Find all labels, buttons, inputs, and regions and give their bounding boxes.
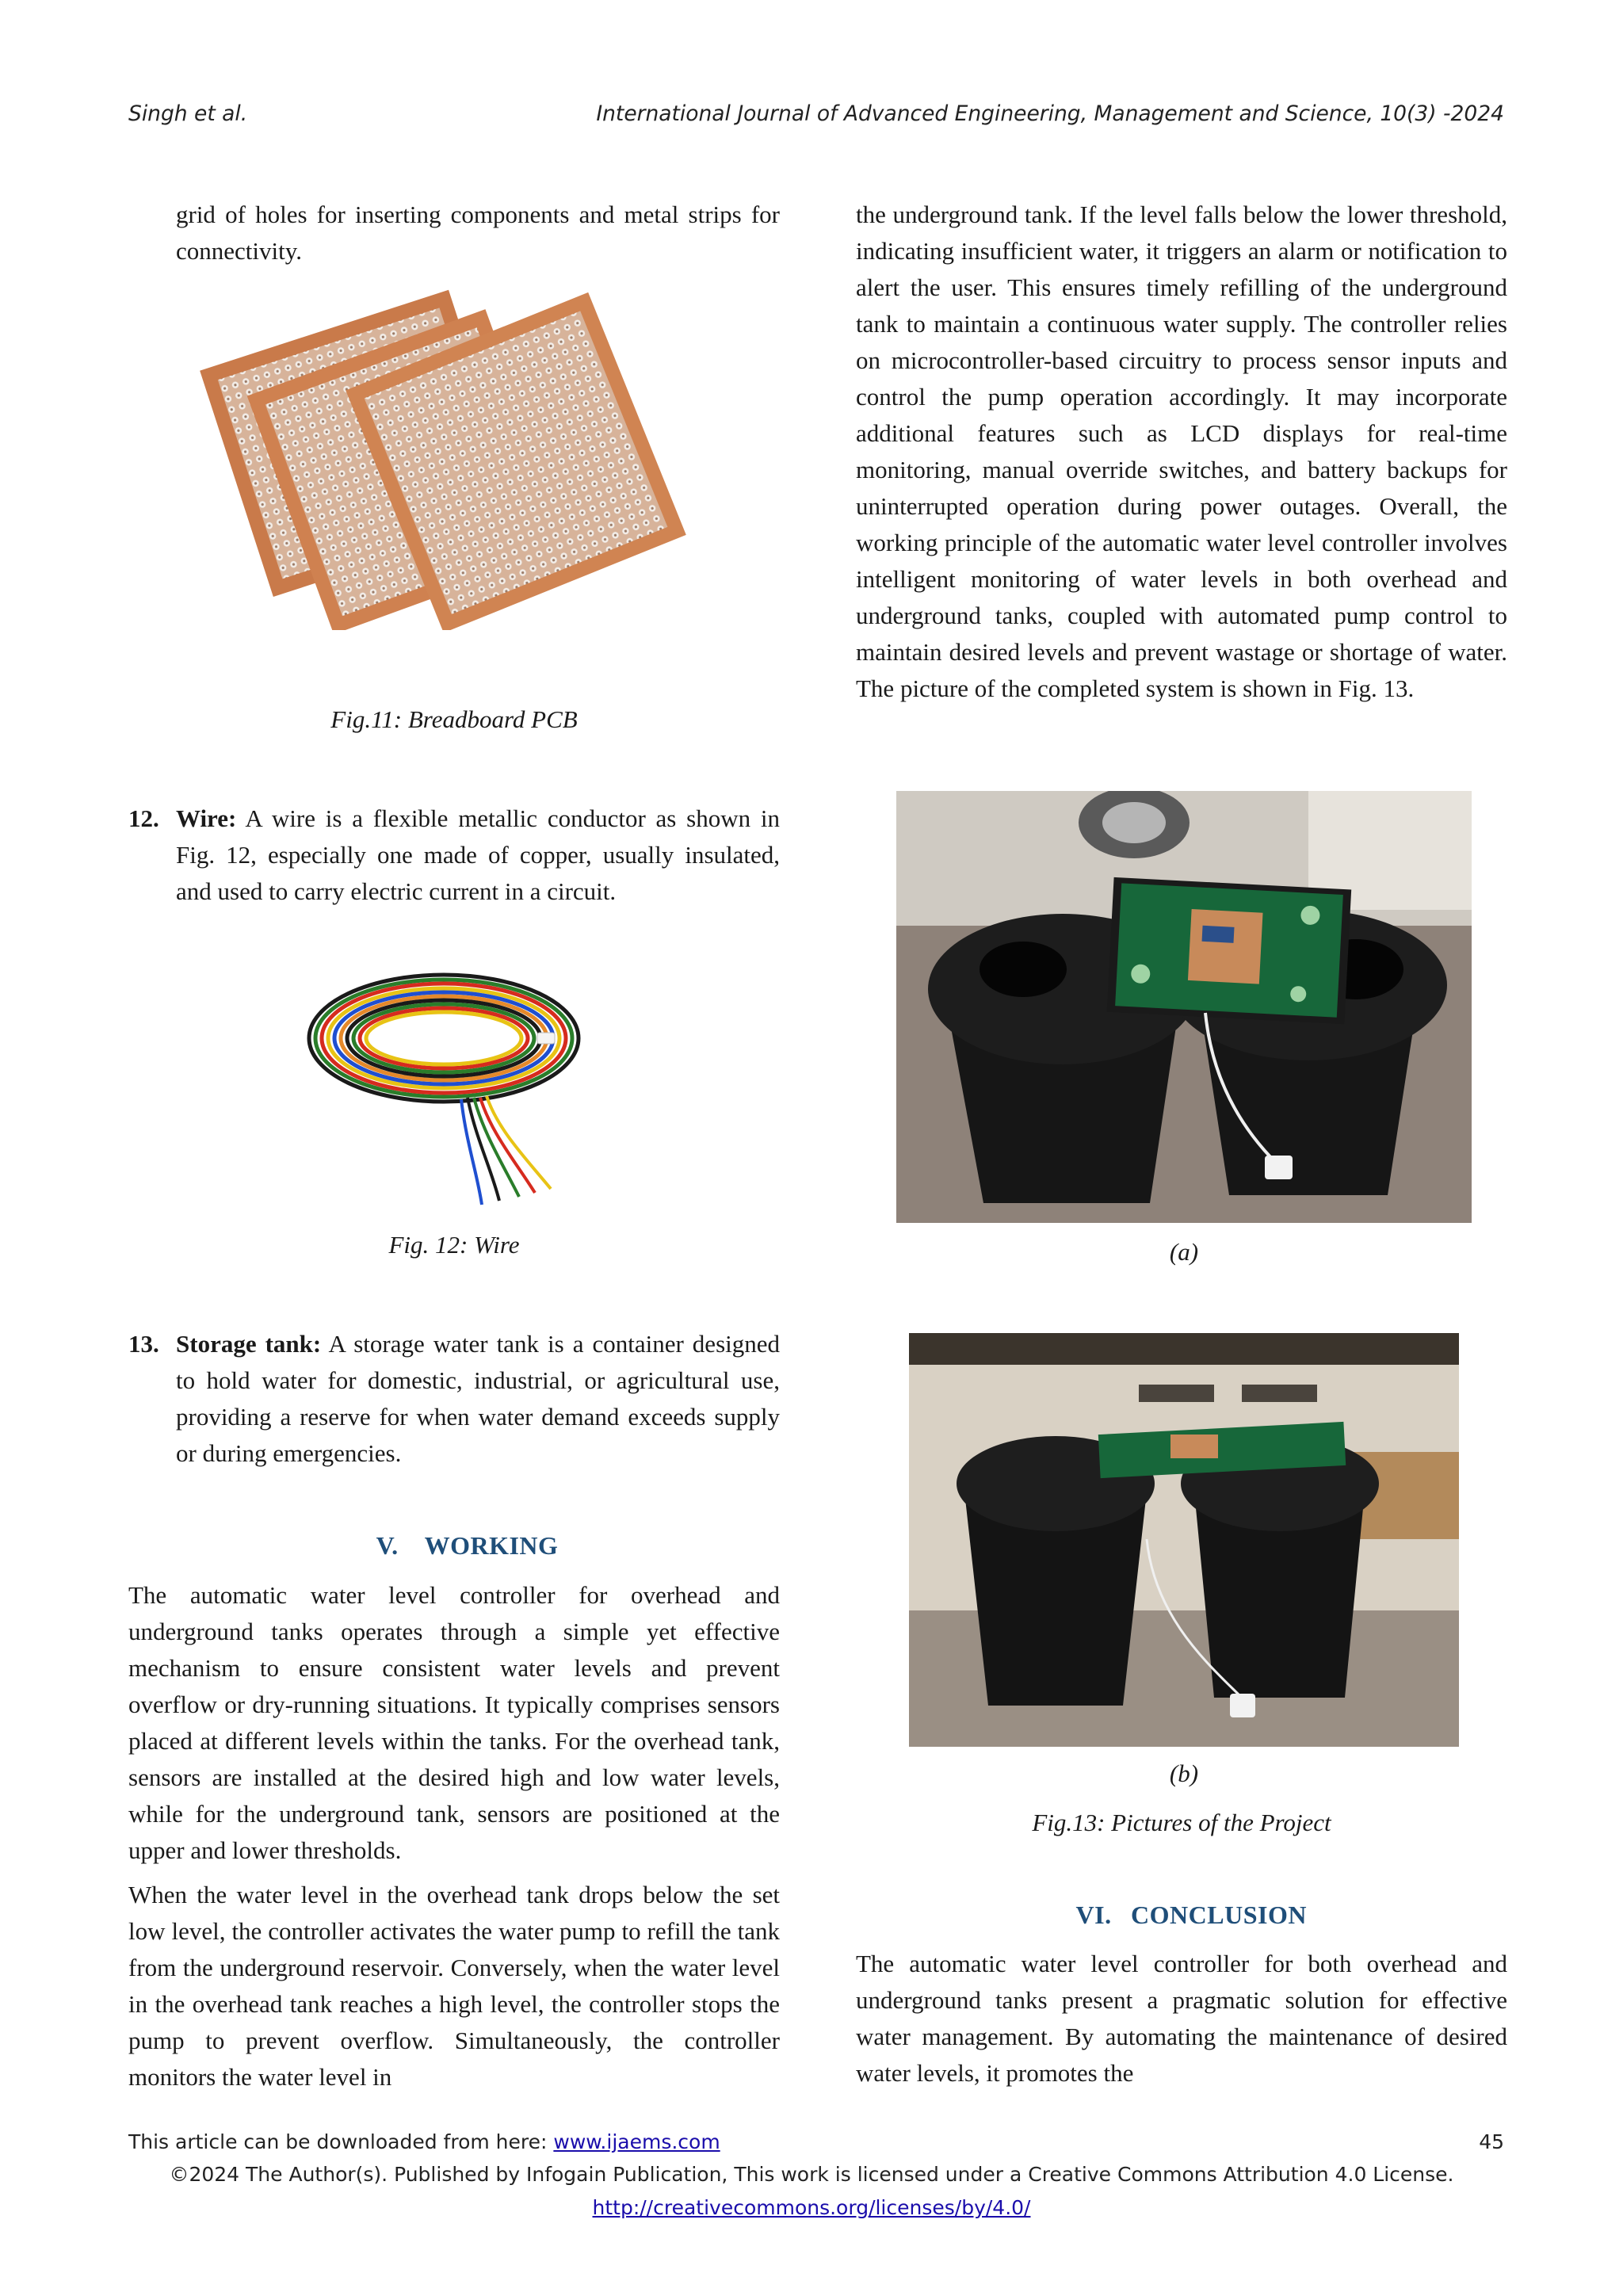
item-number: 12. [128, 804, 159, 832]
project-photo-a [896, 791, 1472, 1223]
fig11-caption: Fig.11: Breadboard PCB [330, 705, 578, 733]
conclusion-body: The automatic water level controller for both overhead and underground tanks present a pragmatic solution for effective water management. By automating the maintenance of desired water levels, it promotes the [856, 1950, 1507, 2087]
item11-continuation: grid of holes for inserting components and metal strips for connectivity. [176, 201, 780, 265]
breadboard-pcb-image [194, 281, 717, 630]
item-text: A storage water tank is a container designed to hold water for domestic, industrial, or agricultural use, providing a reserve for when water demand exceeds supply or during emergencies. [176, 1330, 780, 1467]
fig13-caption: Fig.13: Pictures of the Project [1032, 1809, 1331, 1836]
list-item-12 [128, 800, 780, 910]
section-title: CONCLUSION [1131, 1901, 1307, 1929]
item-label: Wire: [176, 804, 237, 832]
project-photo-b [909, 1333, 1459, 1747]
working-body-continued: the underground tank. If the level falls below the lower threshold, indicating insufficient water, it triggers an alarm or notification to alert the user. This ensures timely refilling of the underground tank to maintain a continuous water supply. The controller relies on microcontroller-based circuitry to process sensor inputs and control the pump operation accordingly. It may incorporate additional features such as LCD displays for real-time monitoring, manual override switches, and battery backups for uninterrupted operation during power outages. Overall, the working principle of the automatic water level controller involves intelligent monitoring of water levels in both overhead and underground tanks, coupled with automated pump control to maintain desired levels and prevent wastage or shortage of water. The picture of the completed system is shown in Fig. 13. [856, 201, 1507, 702]
list-item-13 [128, 1326, 780, 1472]
working-paragraph-1: The automatic water level controller for overhead and underground tanks operates through a simple yet effective mechanism to ensure consistent water levels and prevent overflow or dry-running situations. It typically comprises sensors placed at different levels within the tanks. For the overhead tank, sensors are installed at the desired high and low water levels, while for the underground tank, sensors are positioned at the upper and lower thresholds. [128, 1581, 780, 1864]
fig13b-label: (b) [1169, 1759, 1199, 1787]
section-heading-working [128, 1531, 780, 1561]
footer-license: ©2024 The Author(s). Published by Infogain Publication, This work is licensed under a Creative Commons Attribution 4.0 License. [169, 2163, 1454, 2186]
running-header-authors: Singh et al. [128, 101, 248, 126]
wire-coil-image [293, 963, 610, 1217]
fig12-caption: Fig. 12: Wire [388, 1231, 520, 1259]
page-number: 45 [1479, 2130, 1504, 2153]
item-label: Storage tank: [176, 1330, 322, 1358]
section-number: V. [376, 1531, 399, 1560]
ijaems-link[interactable]: www.ijaems.com [553, 2130, 720, 2153]
working-body [128, 1577, 780, 2095]
section-title: WORKING [424, 1531, 559, 1560]
footer-license-url [0, 2196, 1623, 2219]
footer-download: This article can be downloaded from here: www.ijaems.com [128, 2130, 720, 2153]
running-header-journal: International Journal of Advanced Engineering, Management and Science, 10(3) -2024 [596, 101, 1504, 126]
fig13a-label: (a) [1169, 1238, 1199, 1266]
item-text: A wire is a flexible metallic conductor as shown in Fig. 12, especially one made of copper, usually insulated, and used to carry electric current in a circuit. [176, 804, 780, 905]
section-number: VI. [1075, 1901, 1112, 1929]
item-number: 13. [128, 1330, 159, 1358]
working-paragraph-2: When the water level in the overhead tank drops below the set low level, the controller activates the water pump to refill the tank from the underground reservoir. Conversely, when the water level in the overhead tank reaches a high level, the controller stops the pump to prevent overflow. Simultaneously, the controller monitors the water level in [128, 1881, 780, 2091]
section-heading-conclusion [856, 1901, 1507, 1930]
license-link[interactable]: http://creativecommons.org/licenses/by/4.0/ [592, 2196, 1031, 2219]
